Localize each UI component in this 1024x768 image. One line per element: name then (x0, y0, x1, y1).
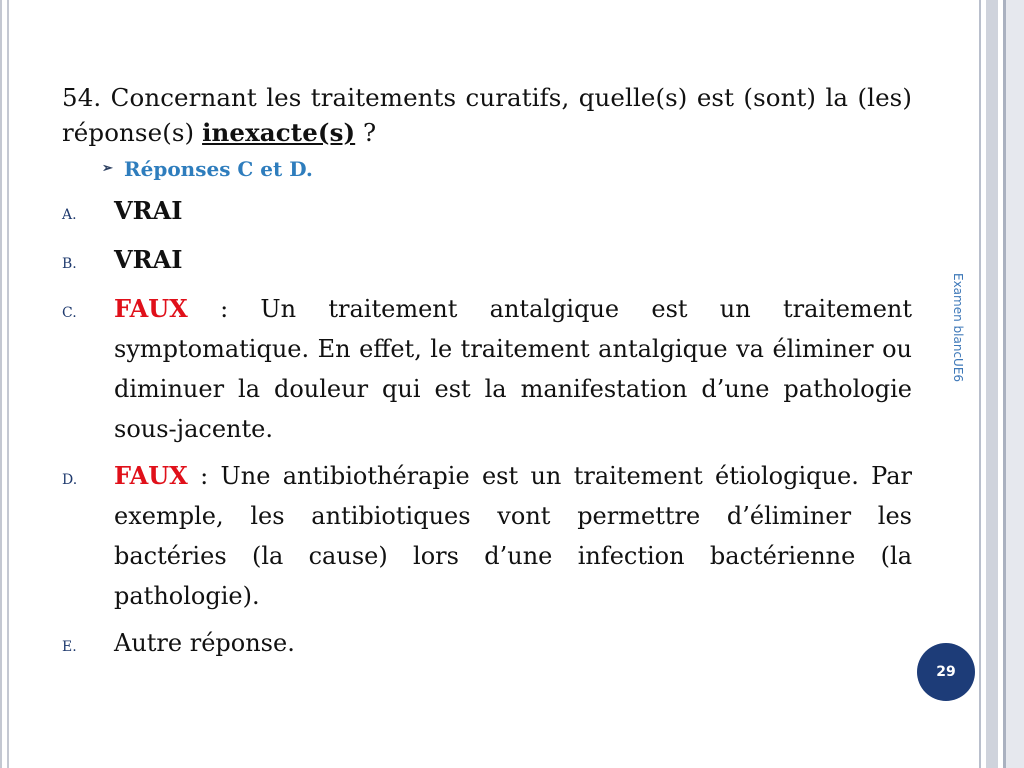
answer-text: Réponses C et D. (124, 157, 313, 181)
option-letter: C. (62, 305, 77, 321)
question-emphasis: inexacte(s) (202, 118, 356, 147)
option-c (62, 289, 912, 449)
option-explanation: : Une antibiothérapie est un traitement étiologique. Par exemple, les antibiotiques vont permettre d’éliminer les bactéries (la cause) lors d’une infection bactérienne (la pathologie). (114, 462, 912, 610)
answer-line (102, 154, 912, 184)
option-explanation: : Un traitement antalgique est un traitement symptomatique. En effet, le traitement antalgique va éliminer ou diminuer la douleur qui est la manifestation d’une pathologie sous-jacente. (114, 295, 912, 443)
question-text: 54. Concernant les traitements curatifs, quelle(s) est (sont) la (les) réponse(s) inexacte(s) ? (62, 83, 912, 147)
page-number-badge: 29 (917, 643, 975, 701)
slide-frame-right (976, 0, 1024, 768)
option-status: VRAI (114, 245, 183, 274)
option-status: VRAI (114, 196, 183, 225)
arrowhead-bullet-icon: ➢ (102, 161, 113, 176)
option-status: FAUX (114, 461, 188, 490)
option-text: Autre réponse. (114, 629, 295, 657)
slide-content (62, 80, 912, 665)
slide-frame-left (0, 0, 9, 768)
option-d (62, 456, 912, 616)
option-b (62, 240, 912, 282)
option-e (62, 623, 912, 665)
option-a (62, 191, 912, 233)
option-letter: B. (62, 256, 77, 272)
option-status: FAUX (114, 294, 188, 323)
option-letter: D. (62, 472, 78, 488)
option-letter: A. (62, 207, 77, 223)
side-label: Examen blancUE6 (951, 273, 965, 383)
option-letter: E. (62, 639, 77, 655)
